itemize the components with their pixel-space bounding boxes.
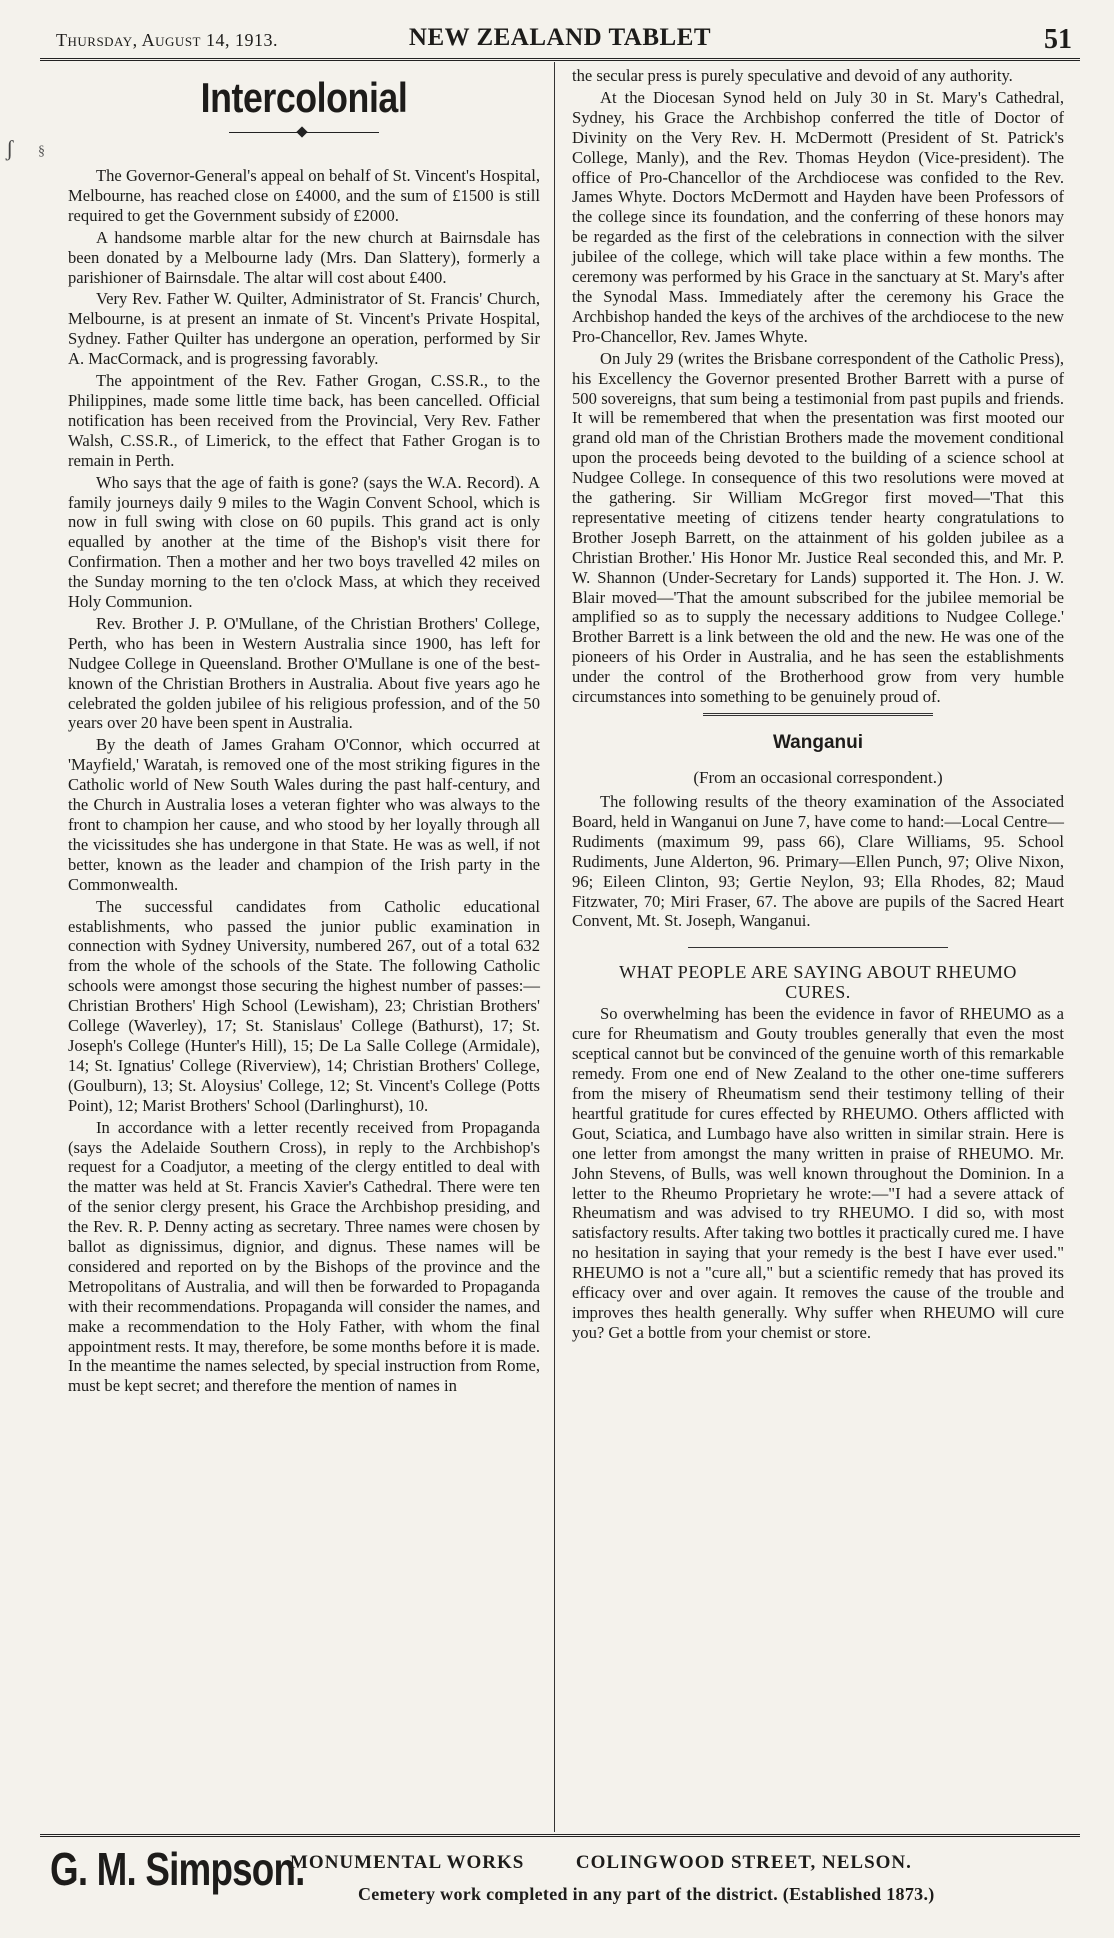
article-paragraph: The Governor-General's appeal on behalf of St. Vincent's Hospital, Melbourne, has reached close on £4000, and the sum of £1500 is still required to get the Government subsidy of £2000. xyxy=(68,166,540,225)
page-number: 51 xyxy=(1044,24,1072,55)
diamond-icon xyxy=(296,126,307,137)
article-paragraph: At the Diocesan Synod held on July 30 in St. Mary's Cathedral, Sydney, his Grace the Archbishop conferred the title of Doctor of Divinity on the Very Rev. H. McDermott (President of St. Patrick's College, Manly), and the Rev. Thomas Heydon (Vice-president). The office of Pro-Chancellor of the Archdiocese was confided to the Rev. James Whyte. Doctors McDermott and Hayden have been Professors of the college since its foundation, and the conferring of these honors may be regarded as the first of the celebrations in connection with the silver jubilee of the college, which will take place within a few months. The ceremony was performed by his Grace in the sanctuary at St. Mary's after the Synodal Mass. Immediately after the ceremony his Grace the Archbishop handed the keys of the archives of the archdiocese to the new Pro-Chancellor, Rev. James Whyte. xyxy=(572,87,1064,346)
right-column xyxy=(572,66,1064,1345)
article-paragraph: The appointment of the Rev. Father Grogan, C.SS.R., to the Philippines, made some little time back, has been cancelled. Official notification has been received from the Provincial, Very Rev. Father Walsh, C.SS.R., of Limerick, to the effect that Father Grogan is to remain in Perth. xyxy=(68,371,540,470)
advert-heading xyxy=(572,962,1064,1002)
article-paragraph: Rev. Brother J. P. O'Mullane, of the Christian Brothers' College, Perth, who has been in Western Australia since 1900, has left for Nudgee College in Queensland. Brother O'Mullane is one of the best-known of the Christian Brothers in Australia. About five years ago he celebrated the golden jubilee of his religious profession, and of the 50 years over 20 have been spent in Australia. xyxy=(68,613,540,733)
header-rule xyxy=(40,58,1080,61)
section-title-intercolonial: Intercolonial xyxy=(200,74,408,121)
column-divider xyxy=(554,62,555,1832)
advertiser-name: G. M. Simpson. xyxy=(50,1843,305,1895)
left-column xyxy=(68,66,540,1398)
footer-rule xyxy=(40,1834,1080,1837)
section-rule xyxy=(703,713,933,716)
section-rule xyxy=(688,947,948,948)
margin-annotation-icon: ʃ xyxy=(6,136,14,161)
ornamental-rule xyxy=(229,126,379,140)
newspaper-title: NEW ZEALAND TABLET xyxy=(408,24,712,51)
margin-annotation-icon: § xyxy=(38,144,45,159)
page-header xyxy=(40,24,1080,56)
address-label: COLINGWOOD STREET, NELSON. xyxy=(575,1852,912,1873)
article-paragraph: the secular press is purely speculative and devoid of any authority. xyxy=(572,66,1013,85)
issue-date: Thursday, August 14, 1913. xyxy=(56,30,278,50)
article-paragraph: By the death of James Graham O'Connor, which occurred at 'Mayfield,' Waratah, is removed one of the most striking figures in the Catholic world of New South Wales during the past half-century, and the Church in Australia loses a veteran fighter who was always to the front to champion her cause, and who stood by her loyally through all the vicissitudes she has undergone in that State. He was as well, if not better, known as the leader and champion of the Irish party in the Commonwealth. xyxy=(68,735,540,894)
works-label: MONUMENTAL WORKS xyxy=(290,1852,525,1873)
correspondent-note: (From an occasional correspondent.) xyxy=(693,768,943,787)
advertiser-tagline: Cemetery work completed in any part of the district. (Established 1873.) xyxy=(358,1884,935,1904)
advertiser-line xyxy=(290,1852,912,1874)
advert-paragraph: So overwhelming has been the evidence in favor of RHEUMO as a cure for Rheumatism and Gouty troubles generally that even the most sceptical cannot but be convinced of the genuine worth of this remarkable remedy. From one end of New Zealand to the other one-time sufferers from the misery of Rheumatism send their testimony telling of their heartful gratitude for cures effected by RHEUMO. Others afflicted with Gout, Sciatica, and Lumbago have also written in similar strain. Here is one letter from amongst the many written in praise of RHEUMO. Mr. John Stevens, of Bulls, was well known throughout the Dominion. In a letter to the Rheumo Proprietary he wrote:—"I had a severe attack of Rheumatism and was advised to try RHEUMO. I did so, with most satisfactory results. After taking two bottles it practically cured me. I have no hesitation in saying that your remedy is the best I have ever used." RHEUMO is not a "cure all," but a scientific remedy that has proved its efficacy over and over again. It removes the cause of the trouble and improves thes health generally. Why suffer when RHEUMO will cure you? Get a bottle from your chemist or store. xyxy=(572,1004,1064,1342)
advert-heading-line: WHAT PEOPLE ARE SAYING ABOUT RHEUMO xyxy=(619,962,1017,983)
section-title-wanganui: Wanganui xyxy=(772,732,864,753)
article-paragraph: A handsome marble altar for the new church at Bairnsdale has been donated by a Melbourne lady (Mrs. Dan Slattery), formerly a parishioner of Bairnsdale. The altar will cost about £400. xyxy=(68,227,540,287)
article-paragraph: On July 29 (writes the Brisbane correspondent of the Catholic Press), his Excellency the Governor presented Brother Barrett with a purse of 500 sovereigns, that sum being a testimonial from past pupils and friends. It will be remembered that when the presentation was first mooted our grand old man of the Christian Brothers made the movement conditional upon the proceeds being devoted to the building of a science school at Nudgee College. In consequence of this two resolutions were moved at the gathering. Sir William McGregor first moved—'That this representative meeting of citizens tender hearty congratulations to Brother Joseph Barrett, on the attainment of his golden jubilee as a Christian Brother.' His Honor Mr. Justice Real seconded this, and Mr. P. W. Shannon (Under-Secretary for Lands) supported it. The Hon. J. W. Blair moved—'That the amount subscribed for the jubilee memorial be amplified so as to supply the necessary additions to Nudgee College.' Brother Barrett is a link between the old and the new. He was one of the pioneers of his Order in Australia, and he has seen the establishments under the control of the Brotherhood grow from very humble circumstances into something to be genuinely proud of. xyxy=(572,348,1064,707)
advert-heading-line: CURES. xyxy=(785,982,851,1003)
article-paragraph: Very Rev. Father W. Quilter, Administrator of St. Francis' Church, Melbourne, is at present an inmate of St. Vincent's Private Hospital, Sydney. Father Quilter has undergone an operation, performed by Sir A. MacCormack, and is progressing favorably. xyxy=(68,289,540,369)
article-paragraph: The successful candidates from Catholic educational establishments, who passed the junior public examination in connection with Sydney University, numbered 267, out of a total 632 from the whole of the schools of the State. The following Catholic schools were amongst those securing the highest number of passes:—Christian Brothers' High School (Lewisham), 23; Christian Brothers' College (Waverley), 17; St. Stanislaus' College (Bathurst), 17; St. Joseph's College (Hunter's Hill), 15; De La Salle College (Armidale), 14; St. Ignatius' College (Riverview), 14; Christian Brothers' College, (Goulburn), 13; St. Aloysius' College, 12; St. Vincent's College (Potts Point), 12; Marist Brothers' School (Darlinghurst), 10. xyxy=(68,896,540,1115)
article-paragraph: In accordance with a letter recently received from Propaganda (says the Adelaide Southern Cross), in reply to the Archbishop's request for a Coadjutor, a meeting of the clergy entitled to deal with the matter was held at St. Francis Xavier's Cathedral. There were ten of the senior clergy present, his Grace the Archbishop presiding, and the Rev. R. P. Denny acting as secretary. Three names were chosen by ballot as dignissimus, dignior, and dignus. These names will be considered and reported on by the Bishops of the province and the Metropolitans of Australia, and will then be forwarded to Propaganda with their recommendations. Propaganda will consider the names, and make a recommendation to the Holy Father, with whom the final appointment rests. It may, therefore, be some months before it is made. In the meantime the names selected, by special instruction from Rome, must be kept secret; and therefore the mention of names in xyxy=(68,1117,540,1396)
article-paragraph: Who says that the age of faith is gone? (says the W.A. Record). A family journeys daily 9 miles to the Wagin Convent School, which is now in full swing with close on 60 pupils. This grand act is only equalled by another at the time of the Bishop's visit there for Confirmation. Then a mother and her two boys travelled 42 miles on the Sunday morning to the ten o'clock Mass, at which they received Holy Communion. xyxy=(68,472,540,612)
article-paragraph: The following results of the theory examination of the Associated Board, held in Wanganui on June 7, have come to hand:—Local Centre—Rudiments (maximum 99, pass 66), Clare Williams, 95. School Rudiments, June Alderton, 96. Primary—Ellen Punch, 97; Olive Nixon, 96; Eileen Clinton, 93; Gertie Neylon, 93; Ella Rhodes, 82; Maud Fitzwater, 70; Miri Fraser, 67. The above are pupils of the Sacred Heart Convent, Mt. St. Joseph, Wanganui. xyxy=(572,792,1064,931)
footer-advert xyxy=(40,1842,1080,1922)
